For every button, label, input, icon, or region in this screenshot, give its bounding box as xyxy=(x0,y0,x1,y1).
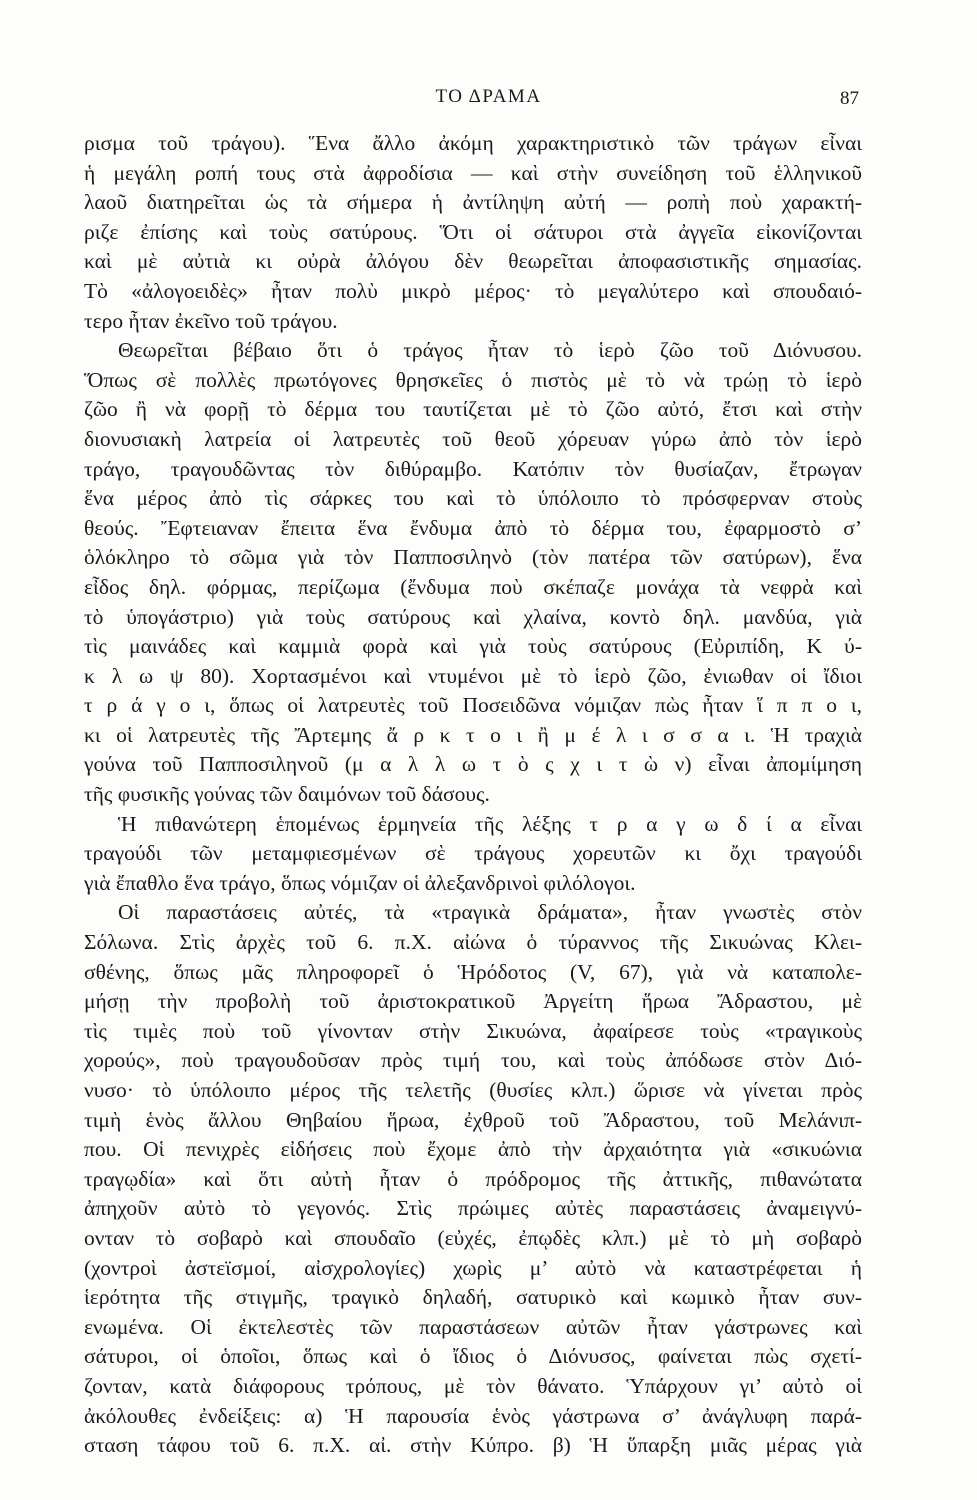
text-line: τὸ ὑπογάστριο) γιὰ τοὺς σατύρους καὶ χλαίνα, κοντὸ δηλ. μανδύα, γιὰ xyxy=(84,604,862,629)
text-line: ζονταν, κατὰ διάφορους τρόπους, μὲ τὸν θάνατο. Ὑπάρχουν γι’ αὐτὸ οἱ xyxy=(84,1373,862,1398)
text-line: τραγῳδία» καὶ ὅτι αὐτὴ ἦταν ὁ πρόδρομος τῆς ἀττικῆς, πιθανώτατα xyxy=(84,1166,862,1191)
text-line: ζῶο ἢ νὰ φορῇ τὸ δέρμα του ταυτίζεται μὲ τὸ ζῶο αὐτό, ἔτσι καὶ στὴν xyxy=(84,397,862,422)
text-line: ὁλόκληρο τὸ σῶμα γιὰ τὸν Παπποσιληνὸ (τὸν πατέρα τῶν σατύρων), ἕνα xyxy=(84,545,862,570)
text-line: (χοντροὶ ἀστεϊσμοί, αἰσχρολογίες) χωρὶς μ’ αὐτὸ νὰ καταστρέφεται ἡ xyxy=(84,1255,862,1280)
body-text xyxy=(84,129,862,1461)
text-line: ριζε ἐπίσης καὶ τοὺς σατύρους. Ὅτι οἱ σάτυροι στὰ ἀγγεῖα εἰκονίζονται xyxy=(84,219,862,244)
text-line: ἡ μεγάλη ροπή τους στὰ ἀφροδίσια — καὶ στὴν συνείδηση τοῦ ἑλληνικοῦ xyxy=(84,160,862,185)
text-line: μήσῃ τὴν προβολὴ τοῦ ἀριστοκρατικοῦ Ἀργείτη ἥρωα Ἄδραστου, μὲ xyxy=(84,989,862,1014)
text-line: Θεωρεῖται βέβαιο ὅτι ὁ τράγος ἦταν τὸ ἱερὸ ζῶο τοῦ Διόνυσου. xyxy=(118,338,862,363)
text-line: ἱερότητα τῆς στιγμῆς, τραγικὸ δηλαδή, σατυρικὸ καὶ κωμικὸ ἦταν συν- xyxy=(84,1285,862,1310)
text-line: που. Οἱ πενιχρὲς εἰδήσεις ποὺ ἔχομε ἀπὸ τὴν ἀρχαιότητα γιὰ «σικυώνια xyxy=(84,1137,862,1162)
text-line: κι οἱ λατρευτὲς τῆς Ἄρτεμης ἄ ρ κ τ ο ι ἢ μ έ λ ι σ σ α ι. Ἡ τραχιὰ xyxy=(84,722,862,747)
text-line: κ λ ω ψ 80). Χορτασμένοι καὶ ντυμένοι μὲ τὸ ἱερὸ ζῶο, ἐνιωθαν οἱ ἴδιοι xyxy=(84,663,862,688)
text-line: τ ρ ά γ ο ι, ὅπως οἱ λατρευτὲς τοῦ Ποσειδῶνα νόμιζαν πὼς ἦταν ἵ π π ο ι, xyxy=(84,693,862,718)
text-line: τὶς μαινάδες καὶ καμμιὰ φορὰ καὶ γιὰ τοὺς σατύρους (Εὐριπίδη, Κ ύ- xyxy=(84,634,862,659)
text-line: σθένης, ὅπως μᾶς πληροφορεῖ ὁ Ἡρόδοτος (V, 67), γιὰ νὰ καταπολε- xyxy=(84,959,862,984)
text-line: νυσο· τὸ ὑπόλοιπο μέρος τῆς τελετῆς (θυσίες κλπ.) ὥρισε νὰ γίνεται πρὸς xyxy=(84,1078,862,1102)
text-line: διονυσιακὴ λατρεία οἱ λατρευτὲς τοῦ θεοῦ χόρευαν γύρω ἀπὸ τὸν ἱερὸ xyxy=(84,426,862,451)
text-line: καὶ μὲ αὐτιὰ κι οὐρὰ ἀλόγου δὲν θεωρεῖται ἀποφασιστικῆς σημασίας. xyxy=(84,249,862,274)
page-number: 87 xyxy=(840,88,859,109)
text-line: σταση τάφου τοῦ 6. π.Χ. αἰ. στὴν Κύπρο. β) Ἡ ὕπαρξη μιᾶς μέρας γιὰ xyxy=(84,1433,862,1458)
text-line: τερο ἦταν ἐκεῖνο τοῦ τράγου. xyxy=(84,308,338,333)
text-line: τραγούδι τῶν μεταμφιεσμένων σὲ τράγους χορευτῶν κι ὄχι τραγούδι xyxy=(84,841,862,866)
text-line: γούνα τοῦ Παπποσιληνοῦ (μ α λ λ ω τ ὸ ς χ ι τ ὼ ν) εἶναι ἀπομίμηση xyxy=(84,752,862,777)
text-line: ονταν τὸ σοβαρὸ καὶ σπουδαῖο (εὐχές, ἐπῳδὲς κλπ.) μὲ τὸ μὴ σοβαρὸ xyxy=(84,1225,862,1250)
text-line: ρισμα τοῦ τράγου). Ἕνα ἄλλο ἀκόμη χαρακτηριστικὸ τῶν τράγων εἶναι xyxy=(84,131,862,155)
text-line: τράγο, τραγουδῶντας τὸν διθύραμβο. Κατόπιν τὸν θυσίαζαν, ἔτρωγαν xyxy=(84,456,862,481)
text-line: γιὰ ἔπαθλο ἕνα τράγο, ὅπως νόμιζαν οἱ ἀλεξανδρινοὶ φιλόλογοι. xyxy=(84,870,636,895)
text-line: σάτυροι, οἱ ὁποῖοι, ὅπως καὶ ὁ ἴδιος ὁ Διόνυσος, φαίνεται πὼς σχετί- xyxy=(84,1344,862,1369)
text-line: θεούς. Ἔφτειαναν ἔπειτα ἕνα ἔνδυμα ἀπὸ τὸ δέρμα του, ἐφαρμοστὸ σ’ xyxy=(84,515,862,540)
text-line: τὶς τιμὲς ποὺ τοῦ γίνονταν στὴν Σικυώνα, ἀφαίρεσε τοὺς «τραγικοὺς xyxy=(84,1018,862,1043)
running-title: ΤΟ ΔΡΑΜΑ xyxy=(435,86,542,107)
text-line: εἶδος δηλ. φόρμας, περίζωμα (ἔνδυμα ποὺ σκέπαζε μονάχα τὰ νεφρὰ καὶ xyxy=(84,574,862,599)
text-line: λαοῦ διατηρεῖται ὡς τὰ σήμερα ἡ ἀντίληψη αὐτή — ροπὴ ποὺ χαρακτή- xyxy=(84,190,862,215)
text-line: Ὅπως σὲ πολλὲς πρωτόγονες θρησκεῖες ὁ πιστὸς μὲ τὸ νὰ τρώῃ τὸ ἱερὸ xyxy=(84,367,862,392)
text-line: χορούς», ποὺ τραγουδοῦσαν πρὸς τιμή του, καὶ τοὺς ἀπόδωσε στὸν Διό- xyxy=(84,1048,862,1073)
text-line: ἕνα μέρος ἀπὸ τὶς σάρκες του καὶ τὸ ὑπόλοιπο τὸ πρόσφερναν στοὺς xyxy=(84,486,862,511)
text-line: ἀπηχοῦν αὐτὸ τὸ γεγονός. Στὶς πρώιμες αὐτὲς παραστάσεις ἀναμειγνύ- xyxy=(84,1196,862,1221)
text-line: τῆς φυσικῆς γούνας τῶν δαιμόνων τοῦ δάσους. xyxy=(84,782,490,807)
text-line: ενωμένα. Οἱ ἐκτελεστὲς τῶν παραστάσεων αὐτῶν ἦταν γάστρωνες καὶ xyxy=(84,1314,862,1339)
text-line: Ἡ πιθανώτερη ἑπομένως ἑρμηνεία τῆς λέξης τ ρ α γ ω δ ί α εἶναι xyxy=(118,811,862,836)
text-line: Τὸ «ἀλογοειδὲς» ἦταν πολὺ μικρὸ μέρος· τὸ μεγαλύτερο καὶ σπουδαιό- xyxy=(84,278,862,303)
text-line: Οἱ παραστάσεις αὐτές, τὰ «τραγικὰ δράματα», ἦταν γνωστὲς στὸν xyxy=(118,900,862,925)
text-line: Σόλωνα. Στὶς ἀρχὲς τοῦ 6. π.Χ. αἰώνα ὁ τύραννος τῆς Σικυώνας Κλει- xyxy=(84,930,862,955)
text-line: ἀκόλουθες ἐνδείξεις: α) Ἡ παρουσία ἑνὸς γάστρωνα σ’ ἀνάγλυφη παρά- xyxy=(84,1403,862,1428)
text-line: τιμὴ ἑνὸς ἄλλου Θηβαίου ἥρωα, ἐχθροῦ τοῦ Ἄδραστου, τοῦ Μελάνιπ- xyxy=(84,1107,862,1132)
running-header xyxy=(0,86,977,116)
